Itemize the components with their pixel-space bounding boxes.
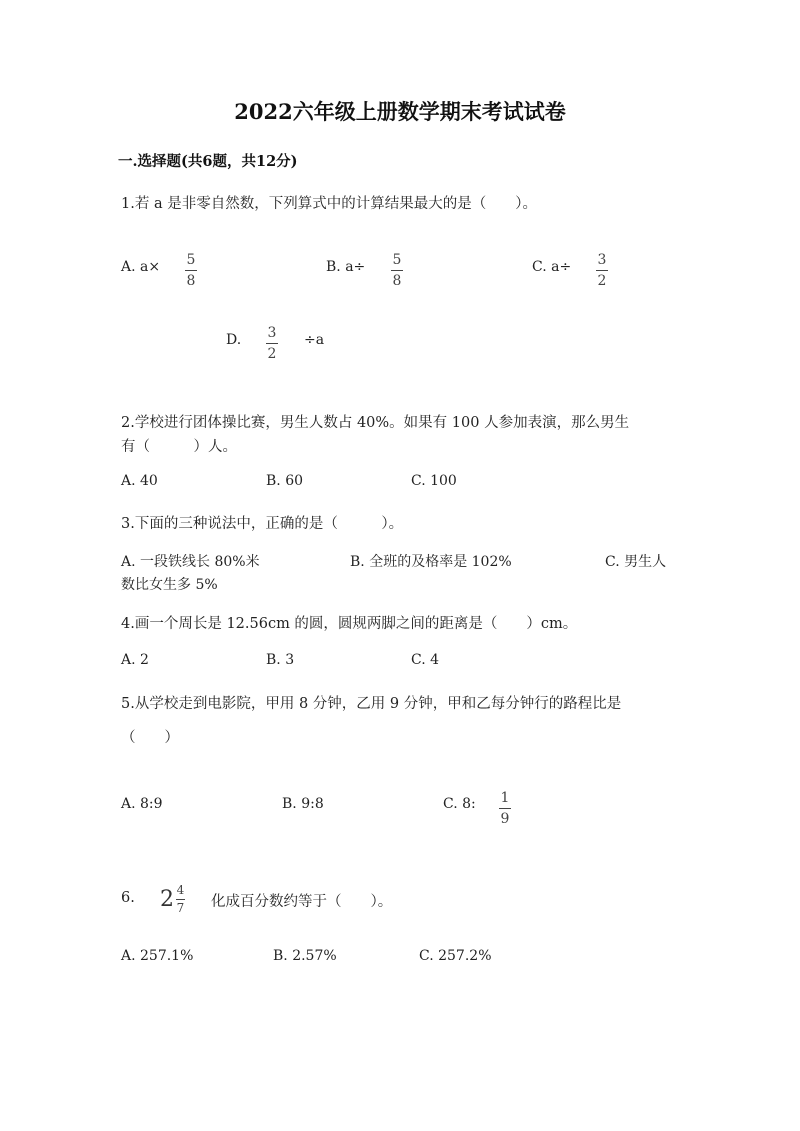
q1-option-d: D. <box>226 332 242 348</box>
mixed-number-fraction <box>176 884 185 915</box>
q1-option-d-tail: ÷a <box>304 332 325 348</box>
question-2-line-1: 2.学校进行团体操比赛，男生人数占 40%。如果有 100 人参加表演，那么男生 <box>121 415 630 431</box>
fraction-denominator: 2 <box>267 346 277 362</box>
fraction-numerator: 4 <box>176 883 185 897</box>
q4-option-a: A. 2 <box>121 652 149 668</box>
fraction-bar <box>176 899 185 900</box>
q1-option-c: C. a÷ <box>532 259 572 275</box>
question-4-text: 4.画一个周长是 12.56cm 的圆，圆规两脚之间的距离是（ ）cm。 <box>121 616 578 632</box>
q3-option-a: A. 一段铁线长 80%米 <box>121 554 260 570</box>
fraction-numerator: 5 <box>186 252 196 268</box>
q2-option-a: A. 40 <box>121 473 158 489</box>
q6-option-a: A. 257.1% <box>121 948 194 964</box>
fraction-numerator: 3 <box>267 325 277 341</box>
question-3-text: 3.下面的三种说法中，正确的是（ ）。 <box>121 516 404 532</box>
fraction-numerator: 5 <box>392 252 402 268</box>
question-1-text: 1.若 a 是非零自然数，下列算式中的计算结果最大的是（ ）。 <box>121 196 537 212</box>
q3-option-c-line-1: C. 男生人 <box>605 554 667 570</box>
fraction-bar <box>266 343 278 344</box>
question-5-line-2: （ ） <box>121 730 179 746</box>
q2-option-c: C. 100 <box>411 473 457 489</box>
q1-option-b-fraction <box>391 252 403 289</box>
fraction-denominator: 7 <box>176 901 185 915</box>
q1-option-a: A. a× <box>121 259 161 275</box>
question-2-line-2: 有（ ）人。 <box>121 439 237 455</box>
fraction-numerator: 3 <box>597 252 607 268</box>
q6-mixed-number <box>160 884 185 915</box>
mixed-number-whole: 2 <box>160 887 174 912</box>
q4-option-c: C. 4 <box>411 652 440 668</box>
q6-option-b: B. 2.57% <box>273 948 337 964</box>
q5-option-a: A. 8:9 <box>121 796 163 812</box>
q5-option-c-fraction <box>499 790 511 827</box>
q1-option-a-fraction <box>185 252 197 289</box>
question-5-line-1: 5.从学校走到电影院，甲用 8 分钟，乙用 9 分钟，甲和乙每分钟行的路程比是 <box>121 696 622 712</box>
q1-option-d-fraction <box>266 325 278 362</box>
q6-option-c: C. 257.2% <box>419 948 492 964</box>
fraction-bar <box>596 270 608 271</box>
question-6-text: 化成百分数约等于（ ）。 <box>211 894 393 910</box>
q1-option-c-fraction <box>596 252 608 289</box>
fraction-denominator: 2 <box>597 273 607 289</box>
q1-option-b: B. a÷ <box>326 259 366 275</box>
question-6-number: 6. <box>121 890 135 906</box>
fraction-bar <box>185 270 197 271</box>
fraction-denominator: 8 <box>186 273 196 289</box>
q5-option-b: B. 9:8 <box>282 796 324 812</box>
section-heading: 一.选择题(共6题，共12分) <box>118 153 298 170</box>
page-title: 2022六年级上册数学期末考试试卷 <box>234 99 566 124</box>
q5-option-c: C. 8: <box>443 796 476 812</box>
fraction-denominator: 9 <box>500 811 510 827</box>
q3-option-b: B. 全班的及格率是 102% <box>350 554 512 570</box>
fraction-denominator: 8 <box>392 273 402 289</box>
q3-option-c-line-2: 数比女生多 5% <box>121 577 218 593</box>
fraction-bar <box>391 270 403 271</box>
q2-option-b: B. 60 <box>266 473 304 489</box>
fraction-numerator: 1 <box>500 790 510 806</box>
fraction-bar <box>499 808 511 809</box>
q4-option-b: B. 3 <box>266 652 295 668</box>
